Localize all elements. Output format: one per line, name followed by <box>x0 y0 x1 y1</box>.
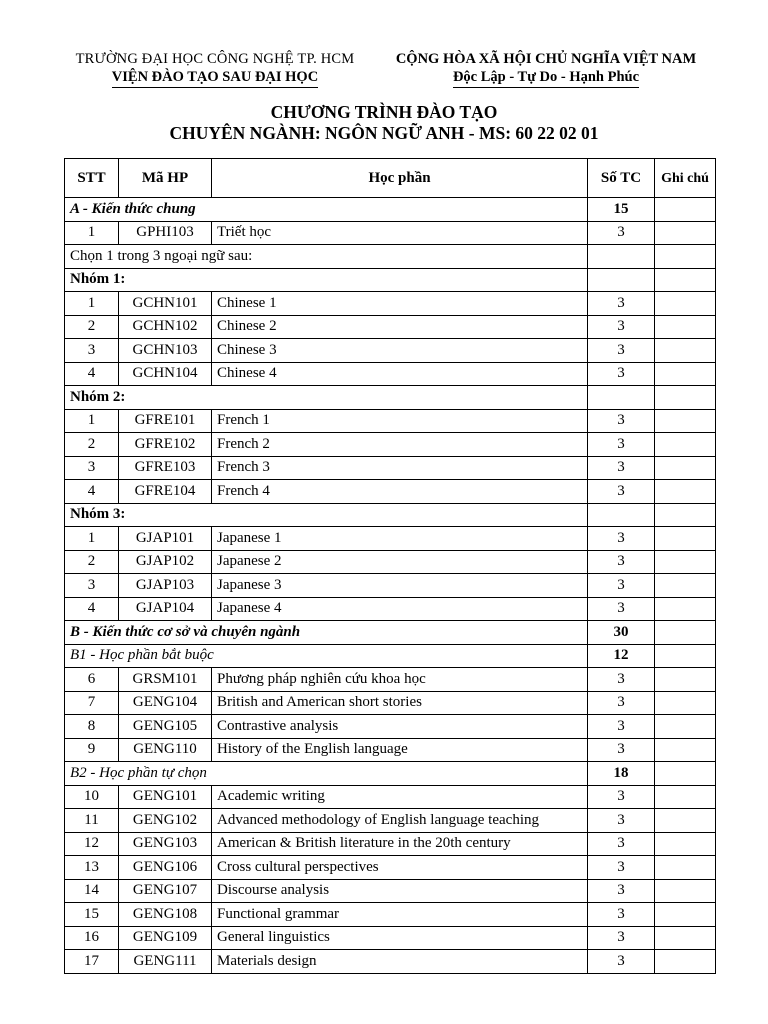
cell-credits: 12 <box>588 644 655 668</box>
cell-course-name: Triết học <box>212 221 588 245</box>
cell-stt: 11 <box>65 809 119 833</box>
cell-course-name: General linguistics <box>212 926 588 950</box>
cell-credits: 18 <box>588 762 655 786</box>
institution-header <box>50 50 380 88</box>
cell-note <box>655 221 716 245</box>
section-label: B - Kiến thức cơ sở và chuyên ngành <box>65 621 588 645</box>
cell-note <box>655 879 716 903</box>
cell-course-name: Cross cultural perspectives <box>212 856 588 880</box>
cell-stt: 17 <box>65 950 119 974</box>
course-row <box>65 950 716 974</box>
note-label: Chọn 1 trong 3 ngoại ngữ sau: <box>65 245 588 269</box>
group-row <box>65 386 716 410</box>
cell-stt: 9 <box>65 738 119 762</box>
cell-credits <box>588 386 655 410</box>
course-row <box>65 315 716 339</box>
cell-note <box>655 762 716 786</box>
cell-credits: 3 <box>588 903 655 927</box>
cell-course-name: French 1 <box>212 409 588 433</box>
cell-course-code: GENG107 <box>119 879 212 903</box>
cell-note <box>655 809 716 833</box>
course-row <box>65 292 716 316</box>
cell-note <box>655 503 716 527</box>
curriculum-table <box>64 158 716 974</box>
cell-course-name: Functional grammar <box>212 903 588 927</box>
cell-course-name: Advanced methodology of English language teaching <box>212 809 588 833</box>
group-row <box>65 268 716 292</box>
cell-credits <box>588 268 655 292</box>
cell-course-code: GENG103 <box>119 832 212 856</box>
column-header-code: Mã HP <box>119 159 212 198</box>
cell-course-name: Japanese 2 <box>212 550 588 574</box>
cell-credits <box>588 245 655 269</box>
group-row <box>65 503 716 527</box>
institute-name: VIỆN ĐÀO TẠO SAU ĐẠI HỌC <box>112 68 318 88</box>
cell-note <box>655 362 716 386</box>
cell-note <box>655 668 716 692</box>
cell-course-code: GCHN103 <box>119 339 212 363</box>
cell-credits: 3 <box>588 691 655 715</box>
group-label: Nhóm 3: <box>65 503 588 527</box>
cell-credits: 3 <box>588 879 655 903</box>
cell-stt: 4 <box>65 480 119 504</box>
cell-course-code: GENG105 <box>119 715 212 739</box>
section-row <box>65 198 716 222</box>
cell-stt: 3 <box>65 339 119 363</box>
cell-course-name: Contrastive analysis <box>212 715 588 739</box>
cell-credits: 3 <box>588 926 655 950</box>
cell-stt: 1 <box>65 221 119 245</box>
cell-credits <box>588 503 655 527</box>
course-row <box>65 691 716 715</box>
cell-stt: 10 <box>65 785 119 809</box>
course-row <box>65 879 716 903</box>
cell-note <box>655 409 716 433</box>
cell-note <box>655 292 716 316</box>
cell-course-name: French 2 <box>212 433 588 457</box>
course-row <box>65 362 716 386</box>
cell-credits: 3 <box>588 362 655 386</box>
cell-credits: 3 <box>588 527 655 551</box>
cell-note <box>655 785 716 809</box>
course-row <box>65 832 716 856</box>
subsection-label: B1 - Học phần bắt buộc <box>65 644 588 668</box>
cell-course-name: Materials design <box>212 950 588 974</box>
cell-course-code: GENG102 <box>119 809 212 833</box>
cell-note <box>655 339 716 363</box>
cell-course-name: French 4 <box>212 480 588 504</box>
cell-stt: 13 <box>65 856 119 880</box>
cell-note <box>655 550 716 574</box>
course-row <box>65 715 716 739</box>
column-header-course: Học phần <box>212 159 588 198</box>
course-row <box>65 738 716 762</box>
cell-course-code: GJAP102 <box>119 550 212 574</box>
course-row <box>65 527 716 551</box>
cell-course-code: GENG106 <box>119 856 212 880</box>
cell-note <box>655 433 716 457</box>
course-row <box>65 574 716 598</box>
country-name: CỘNG HÒA XÃ HỘI CHỦ NGHĨA VIỆT NAM <box>395 51 697 67</box>
section-label: A - Kiến thức chung <box>65 198 588 222</box>
cell-stt: 4 <box>65 597 119 621</box>
cell-credits: 3 <box>588 409 655 433</box>
cell-credits: 3 <box>588 832 655 856</box>
cell-stt: 4 <box>65 362 119 386</box>
table-body <box>65 198 716 974</box>
cell-course-code: GENG110 <box>119 738 212 762</box>
cell-note <box>655 198 716 222</box>
cell-credits: 3 <box>588 785 655 809</box>
cell-credits: 3 <box>588 668 655 692</box>
cell-course-name: Japanese 3 <box>212 574 588 598</box>
cell-stt: 3 <box>65 456 119 480</box>
document-title: CHƯƠNG TRÌNH ĐÀO TẠO <box>270 102 498 122</box>
course-row <box>65 856 716 880</box>
cell-course-code: GCHN101 <box>119 292 212 316</box>
national-motto-header <box>376 50 716 88</box>
course-row <box>65 926 716 950</box>
cell-course-name: Japanese 4 <box>212 597 588 621</box>
course-row <box>65 809 716 833</box>
column-header-credits: Số TC <box>588 159 655 198</box>
group-label: Nhóm 2: <box>65 386 588 410</box>
cell-credits: 3 <box>588 809 655 833</box>
document-subtitle: CHUYÊN NGÀNH: NGÔN NGỮ ANH - MS: 60 22 02 01 <box>169 123 599 143</box>
cell-stt: 1 <box>65 527 119 551</box>
cell-credits: 3 <box>588 433 655 457</box>
section-row <box>65 621 716 645</box>
cell-course-code: GCHN104 <box>119 362 212 386</box>
cell-course-code: GFRE103 <box>119 456 212 480</box>
column-header-note: Ghi chú <box>655 159 716 198</box>
cell-credits: 3 <box>588 221 655 245</box>
course-row <box>65 597 716 621</box>
cell-note <box>655 574 716 598</box>
cell-credits: 3 <box>588 480 655 504</box>
cell-stt: 3 <box>65 574 119 598</box>
course-row <box>65 903 716 927</box>
cell-note <box>655 856 716 880</box>
cell-credits: 3 <box>588 738 655 762</box>
cell-credits: 3 <box>588 950 655 974</box>
cell-stt: 6 <box>65 668 119 692</box>
cell-credits: 3 <box>588 315 655 339</box>
cell-credits: 3 <box>588 550 655 574</box>
cell-stt: 12 <box>65 832 119 856</box>
cell-course-name: Japanese 1 <box>212 527 588 551</box>
cell-stt: 1 <box>65 409 119 433</box>
cell-course-code: GENG101 <box>119 785 212 809</box>
cell-note <box>655 268 716 292</box>
table-header-row <box>65 159 716 198</box>
cell-stt: 15 <box>65 903 119 927</box>
cell-course-code: GFRE102 <box>119 433 212 457</box>
cell-note <box>655 527 716 551</box>
cell-course-code: GENG111 <box>119 950 212 974</box>
cell-stt: 2 <box>65 315 119 339</box>
cell-course-name: Discourse analysis <box>212 879 588 903</box>
cell-note <box>655 832 716 856</box>
cell-course-name: French 3 <box>212 456 588 480</box>
cell-note <box>655 926 716 950</box>
cell-note <box>655 738 716 762</box>
course-row <box>65 785 716 809</box>
subsection-row <box>65 644 716 668</box>
cell-stt: 7 <box>65 691 119 715</box>
cell-note <box>655 950 716 974</box>
cell-course-name: British and American short stories <box>212 691 588 715</box>
cell-note <box>655 386 716 410</box>
cell-course-name: Chinese 4 <box>212 362 588 386</box>
national-motto: Độc Lập - Tự Do - Hạnh Phúc <box>453 68 639 88</box>
cell-credits: 3 <box>588 715 655 739</box>
cell-course-code: GENG109 <box>119 926 212 950</box>
cell-note <box>655 245 716 269</box>
cell-course-name: American & British literature in the 20th century <box>212 832 588 856</box>
cell-course-name: Chinese 2 <box>212 315 588 339</box>
cell-course-name: Phương pháp nghiên cứu khoa học <box>212 668 588 692</box>
university-name: TRƯỜNG ĐẠI HỌC CÔNG NGHỆ TP. HCM <box>75 51 355 67</box>
cell-credits: 3 <box>588 292 655 316</box>
cell-stt: 14 <box>65 879 119 903</box>
cell-note <box>655 597 716 621</box>
course-row <box>65 480 716 504</box>
cell-course-code: GCHN102 <box>119 315 212 339</box>
cell-course-code: GFRE104 <box>119 480 212 504</box>
cell-stt: 2 <box>65 550 119 574</box>
cell-note <box>655 644 716 668</box>
cell-credits: 30 <box>588 621 655 645</box>
cell-note <box>655 315 716 339</box>
cell-note <box>655 903 716 927</box>
subsection-row <box>65 762 716 786</box>
cell-course-name: Chinese 1 <box>212 292 588 316</box>
cell-course-code: GRSM101 <box>119 668 212 692</box>
cell-stt: 2 <box>65 433 119 457</box>
column-header-stt: STT <box>65 159 119 198</box>
instruction-row <box>65 245 716 269</box>
cell-course-code: GJAP104 <box>119 597 212 621</box>
cell-stt: 8 <box>65 715 119 739</box>
cell-credits: 3 <box>588 574 655 598</box>
group-label: Nhóm 1: <box>65 268 588 292</box>
course-row <box>65 409 716 433</box>
cell-course-code: GJAP101 <box>119 527 212 551</box>
cell-course-name: Academic writing <box>212 785 588 809</box>
course-row <box>65 456 716 480</box>
cell-note <box>655 456 716 480</box>
cell-credits: 15 <box>588 198 655 222</box>
course-row <box>65 668 716 692</box>
cell-note <box>655 480 716 504</box>
cell-course-code: GPHI103 <box>119 221 212 245</box>
cell-stt: 1 <box>65 292 119 316</box>
course-row <box>65 339 716 363</box>
cell-course-name: History of the English language <box>212 738 588 762</box>
course-row <box>65 221 716 245</box>
course-row <box>65 433 716 457</box>
course-row <box>65 550 716 574</box>
cell-course-code: GENG104 <box>119 691 212 715</box>
cell-note <box>655 621 716 645</box>
cell-credits: 3 <box>588 339 655 363</box>
cell-note <box>655 715 716 739</box>
cell-credits: 3 <box>588 856 655 880</box>
cell-course-code: GFRE101 <box>119 409 212 433</box>
cell-credits: 3 <box>588 456 655 480</box>
cell-credits: 3 <box>588 597 655 621</box>
cell-note <box>655 691 716 715</box>
cell-course-code: GJAP103 <box>119 574 212 598</box>
subsection-label: B2 - Học phần tự chọn <box>65 762 588 786</box>
cell-course-code: GENG108 <box>119 903 212 927</box>
cell-course-name: Chinese 3 <box>212 339 588 363</box>
cell-stt: 16 <box>65 926 119 950</box>
